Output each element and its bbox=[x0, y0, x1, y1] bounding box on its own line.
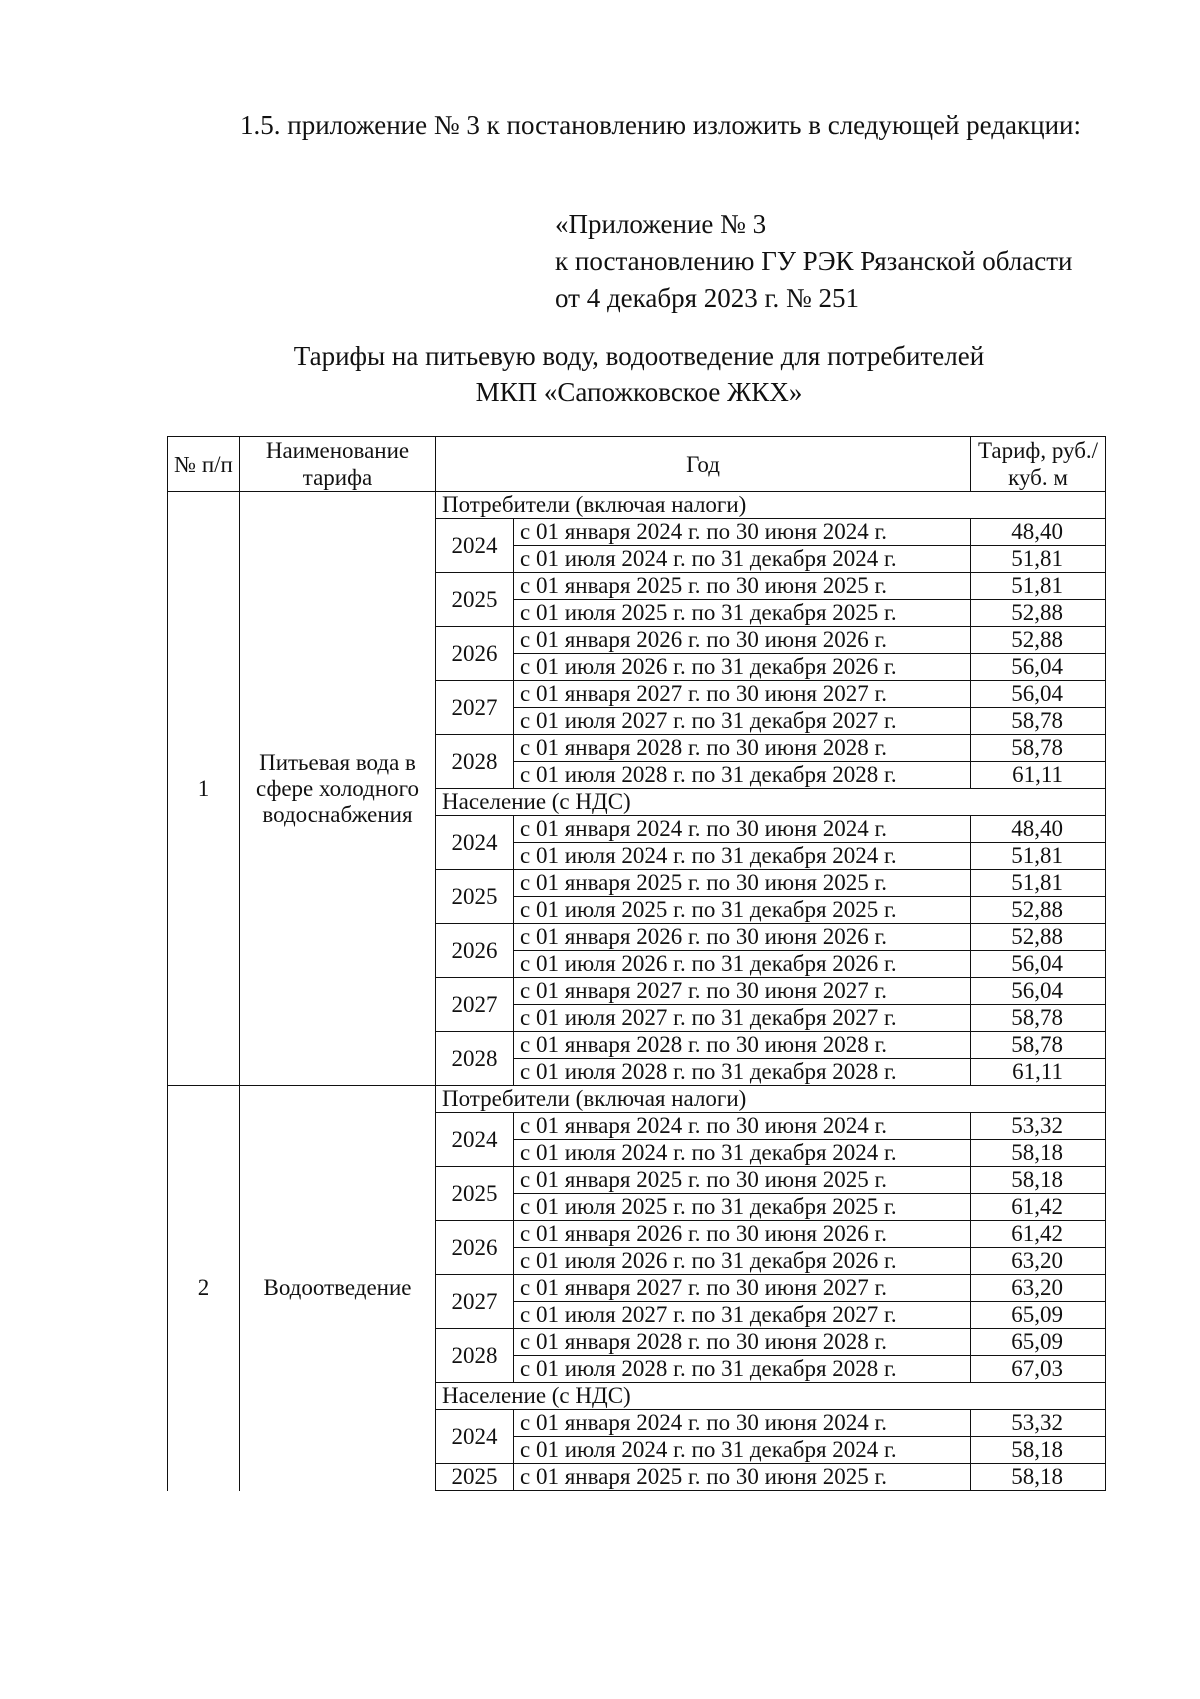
tariff-table bbox=[167, 436, 1106, 1491]
year-cell: 2027 bbox=[436, 978, 514, 1032]
title-line: МКП «Сапожковское ЖКХ» bbox=[475, 377, 803, 407]
period-cell: с 01 июля 2024 г. по 31 декабря 2024 г. bbox=[514, 546, 971, 573]
period-cell: с 01 января 2027 г. по 30 июня 2027 г. bbox=[514, 681, 971, 708]
year-cell: 2024 bbox=[436, 816, 514, 870]
period-cell: с 01 января 2026 г. по 30 июня 2026 г. bbox=[514, 1221, 971, 1248]
tariff-value-cell: 56,04 bbox=[971, 681, 1106, 708]
tariff-value-cell: 52,88 bbox=[971, 600, 1106, 627]
period-cell: с 01 января 2028 г. по 30 июня 2028 г. bbox=[514, 735, 971, 762]
tariff-value-cell: 51,81 bbox=[971, 870, 1106, 897]
year-cell: 2025 bbox=[436, 1167, 514, 1221]
tariff-value-cell: 61,42 bbox=[971, 1194, 1106, 1221]
period-cell: с 01 января 2028 г. по 30 июня 2028 г. bbox=[514, 1032, 971, 1059]
tariff-value-cell: 52,88 bbox=[971, 897, 1106, 924]
consumer-group-label: Население (с НДС) bbox=[436, 1383, 1106, 1410]
period-cell: с 01 января 2024 г. по 30 июня 2024 г. bbox=[514, 519, 971, 546]
tariff-value-cell: 58,78 bbox=[971, 1005, 1106, 1032]
tariff-value-cell: 61,11 bbox=[971, 762, 1106, 789]
tariff-value-cell: 58,78 bbox=[971, 708, 1106, 735]
period-cell: с 01 июля 2028 г. по 31 декабря 2028 г. bbox=[514, 762, 971, 789]
table-header-row bbox=[168, 437, 1106, 492]
tariff-value-cell: 52,88 bbox=[971, 924, 1106, 951]
tariff-value-cell: 58,18 bbox=[971, 1464, 1106, 1491]
period-cell: с 01 июля 2027 г. по 31 декабря 2027 г. bbox=[514, 708, 971, 735]
tariff-value-cell: 65,09 bbox=[971, 1302, 1106, 1329]
period-cell: с 01 января 2026 г. по 30 июня 2026 г. bbox=[514, 924, 971, 951]
period-cell: с 01 января 2025 г. по 30 июня 2025 г. bbox=[514, 1464, 971, 1491]
year-cell: 2028 bbox=[436, 1032, 514, 1086]
period-cell: с 01 января 2025 г. по 30 июня 2025 г. bbox=[514, 573, 971, 600]
header-tariff: Тариф, руб./куб. м bbox=[971, 437, 1106, 492]
year-cell: 2025 bbox=[436, 573, 514, 627]
intro-paragraph: 1.5. приложение № 3 к постановлению изложить в следующей редакции: bbox=[240, 110, 1081, 140]
year-cell: 2025 bbox=[436, 1464, 514, 1491]
tariff-name: Водоотведение bbox=[240, 1086, 436, 1491]
period-cell: с 01 июля 2027 г. по 31 декабря 2027 г. bbox=[514, 1302, 971, 1329]
tariff-value-cell: 52,88 bbox=[971, 627, 1106, 654]
row-number: 2 bbox=[168, 1086, 240, 1491]
period-cell: с 01 июля 2024 г. по 31 декабря 2024 г. bbox=[514, 1140, 971, 1167]
period-cell: с 01 января 2027 г. по 30 июня 2027 г. bbox=[514, 1275, 971, 1302]
tariff-value-cell: 63,20 bbox=[971, 1275, 1106, 1302]
annex-line: к постановлению ГУ РЭК Рязанской области bbox=[555, 246, 1073, 276]
tariff-value-cell: 51,81 bbox=[971, 843, 1106, 870]
annex-header bbox=[555, 206, 1072, 317]
consumer-group-label: Потребители (включая налоги) bbox=[436, 492, 1106, 519]
row-number: 1 bbox=[168, 492, 240, 1086]
consumer-group-label: Население (с НДС) bbox=[436, 789, 1106, 816]
tariff-value-cell: 67,03 bbox=[971, 1356, 1106, 1383]
period-cell: с 01 января 2025 г. по 30 июня 2025 г. bbox=[514, 870, 971, 897]
group-row bbox=[168, 492, 1106, 519]
year-cell: 2027 bbox=[436, 681, 514, 735]
period-cell: с 01 июля 2026 г. по 31 декабря 2026 г. bbox=[514, 1248, 971, 1275]
period-cell: с 01 января 2024 г. по 30 июня 2024 г. bbox=[514, 1410, 971, 1437]
tariff-name: Питьевая вода в сфере холодного водоснабжения bbox=[240, 492, 436, 1086]
year-cell: 2027 bbox=[436, 1275, 514, 1329]
year-cell: 2028 bbox=[436, 1329, 514, 1383]
document-title bbox=[160, 338, 1118, 410]
period-cell: с 01 января 2025 г. по 30 июня 2025 г. bbox=[514, 1167, 971, 1194]
header-year: Год bbox=[436, 437, 971, 492]
group-row bbox=[168, 1086, 1106, 1113]
tariff-value-cell: 61,11 bbox=[971, 1059, 1106, 1086]
tariff-value-cell: 51,81 bbox=[971, 573, 1106, 600]
period-cell: с 01 января 2026 г. по 30 июня 2026 г. bbox=[514, 627, 971, 654]
header-name: Наименование тарифа bbox=[240, 437, 436, 492]
tariff-value-cell: 61,42 bbox=[971, 1221, 1106, 1248]
tariff-value-cell: 56,04 bbox=[971, 978, 1106, 1005]
tariff-value-cell: 63,20 bbox=[971, 1248, 1106, 1275]
table-body bbox=[168, 492, 1106, 1491]
year-cell: 2026 bbox=[436, 627, 514, 681]
year-cell: 2024 bbox=[436, 519, 514, 573]
period-cell: с 01 июля 2027 г. по 31 декабря 2027 г. bbox=[514, 1005, 971, 1032]
tariff-value-cell: 65,09 bbox=[971, 1329, 1106, 1356]
period-cell: с 01 июля 2025 г. по 31 декабря 2025 г. bbox=[514, 600, 971, 627]
tariff-value-cell: 53,32 bbox=[971, 1410, 1106, 1437]
year-cell: 2024 bbox=[436, 1113, 514, 1167]
tariff-value-cell: 48,40 bbox=[971, 519, 1106, 546]
year-cell: 2025 bbox=[436, 870, 514, 924]
header-num: № п/п bbox=[168, 437, 240, 492]
tariff-value-cell: 58,18 bbox=[971, 1167, 1106, 1194]
period-cell: с 01 июля 2026 г. по 31 декабря 2026 г. bbox=[514, 654, 971, 681]
tariff-value-cell: 58,78 bbox=[971, 1032, 1106, 1059]
period-cell: с 01 июля 2024 г. по 31 декабря 2024 г. bbox=[514, 1437, 971, 1464]
period-cell: с 01 июля 2028 г. по 31 декабря 2028 г. bbox=[514, 1356, 971, 1383]
period-cell: с 01 января 2028 г. по 30 июня 2028 г. bbox=[514, 1329, 971, 1356]
tariff-value-cell: 56,04 bbox=[971, 951, 1106, 978]
period-cell: с 01 января 2024 г. по 30 июня 2024 г. bbox=[514, 816, 971, 843]
period-cell: с 01 января 2024 г. по 30 июня 2024 г. bbox=[514, 1113, 971, 1140]
period-cell: с 01 июля 2025 г. по 31 декабря 2025 г. bbox=[514, 897, 971, 924]
period-cell: с 01 июля 2026 г. по 31 декабря 2026 г. bbox=[514, 951, 971, 978]
tariff-value-cell: 58,18 bbox=[971, 1437, 1106, 1464]
tariff-value-cell: 53,32 bbox=[971, 1113, 1106, 1140]
period-cell: с 01 января 2027 г. по 30 июня 2027 г. bbox=[514, 978, 971, 1005]
tariff-value-cell: 56,04 bbox=[971, 654, 1106, 681]
period-cell: с 01 июля 2028 г. по 31 декабря 2028 г. bbox=[514, 1059, 971, 1086]
annex-line: от 4 декабря 2023 г. № 251 bbox=[555, 283, 860, 313]
tariff-value-cell: 48,40 bbox=[971, 816, 1106, 843]
year-cell: 2028 bbox=[436, 735, 514, 789]
tariff-value-cell: 58,18 bbox=[971, 1140, 1106, 1167]
year-cell: 2024 bbox=[436, 1410, 514, 1464]
period-cell: с 01 июля 2024 г. по 31 декабря 2024 г. bbox=[514, 843, 971, 870]
year-cell: 2026 bbox=[436, 1221, 514, 1275]
tariff-value-cell: 58,78 bbox=[971, 735, 1106, 762]
tariff-value-cell: 51,81 bbox=[971, 546, 1106, 573]
title-line: Тарифы на питьевую воду, водоотведение для потребителей bbox=[293, 341, 985, 371]
year-cell: 2026 bbox=[436, 924, 514, 978]
period-cell: с 01 июля 2025 г. по 31 декабря 2025 г. bbox=[514, 1194, 971, 1221]
annex-line: «Приложение № 3 bbox=[555, 209, 767, 239]
consumer-group-label: Потребители (включая налоги) bbox=[436, 1086, 1106, 1113]
